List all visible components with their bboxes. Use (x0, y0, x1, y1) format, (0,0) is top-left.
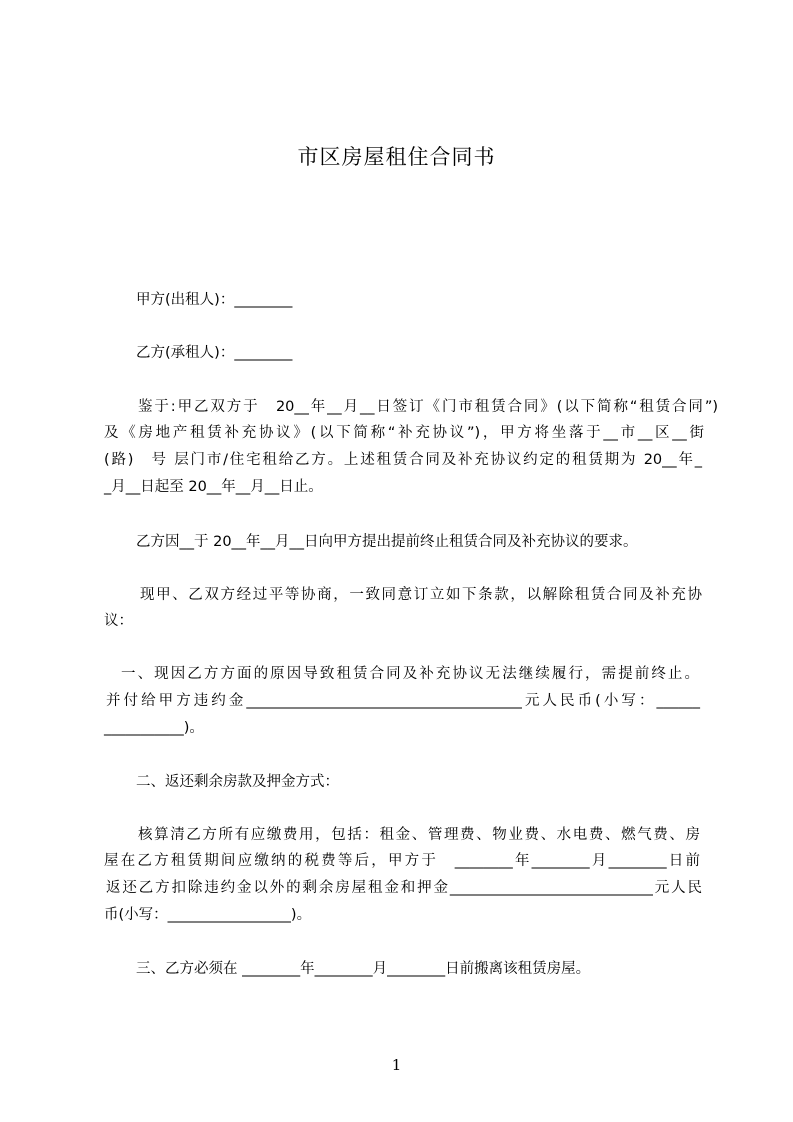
clause-2-line-1: 核算清乙方所有应缴费用，包括：租金、管理费、物业费、水电费、燃气费、房 (138, 827, 700, 843)
page-number: 1 (391, 1056, 402, 1074)
agreement-line-2: 议： (104, 613, 133, 629)
clause-3-paragraph: 三、乙方必须在 ________年________月________日前搬离该租赁房屋。 (136, 961, 591, 977)
preamble-line-2: 及《房地产租赁补充协议》(以下简称“补充协议”)，甲方将坐落于__市__区__街 (104, 425, 704, 441)
termination-request-paragraph: 乙方因__于 20__年__月__日向甲方提出提前终止租赁合同及补充协议的要求。 (136, 534, 638, 550)
party-a-line: 甲方(出租人)：________ (136, 292, 293, 308)
clause-2-line-4: 币(小写：_________________)。 (104, 907, 312, 923)
clause-1-line-2: 并付给甲方违约金______________________________________元人民币(小写：______ (106, 693, 700, 709)
clause-1-line-3: ___________)。 (104, 720, 204, 736)
preamble-line-3: (路) 号 层门市/住宅租给乙方。上述租赁合同及补充协议约定的租赁期为 20__年_ (104, 452, 702, 468)
party-b-line: 乙方(承租人)：________ (136, 345, 293, 361)
agreement-line-1: 现甲、乙双方经过平等协商，一致同意订立如下条款，以解除租赁合同及补充协 (140, 587, 702, 603)
clause-2-line-3: 返还乙方扣除违约金以外的剩余房屋租金和押金____________________________元人民 (106, 880, 702, 896)
clause-2-heading: 二、返还剩余房款及押金方式： (136, 774, 339, 790)
preamble-line-1: 鉴于:甲乙双方于 20__年__月__日签订《门市租赁合同》(以下简称“租赁合同”) (138, 399, 718, 415)
clause-1-line-1: 一、现因乙方方面的原因导致租赁合同及补充协议无法继续履行，需提前终止。 (121, 666, 699, 682)
document-title: 市区房屋租住合同书 (297, 145, 496, 169)
preamble-line-4: _月__日起至 20__年__月__日止。 (104, 479, 323, 495)
clause-2-line-2: 屋在乙方租赁期间应缴纳的税费等后，甲方于 ________年________月________日前 (104, 853, 700, 869)
